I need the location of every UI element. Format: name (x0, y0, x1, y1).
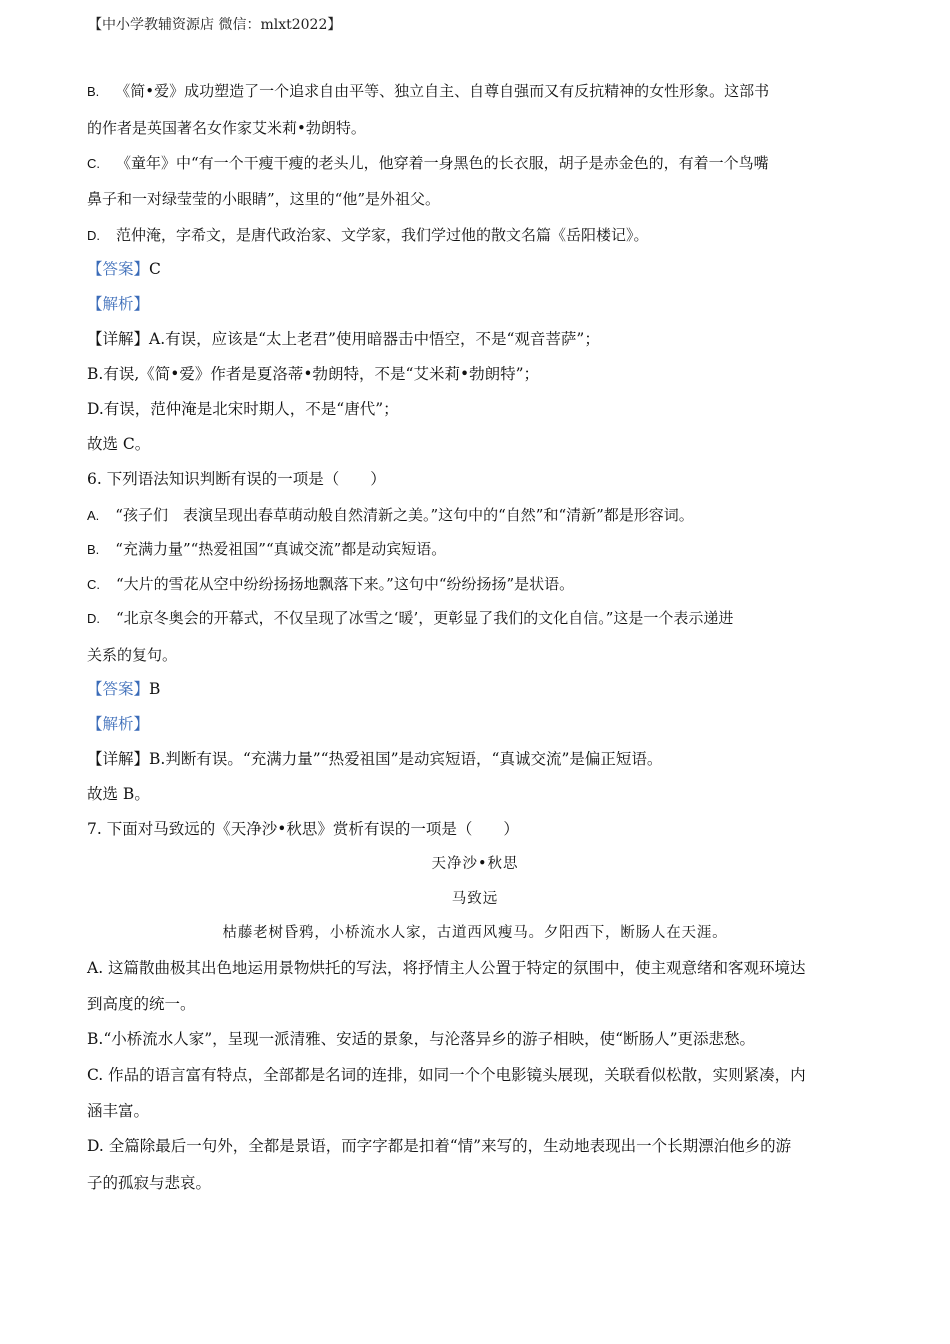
q6-conclusion: 故选 B。 (87, 785, 150, 803)
poem-author: 马致远 (451, 891, 499, 907)
q6-analysis-tag: 【解析】 (87, 715, 150, 733)
q5-detail-line1: 【详解】A.有误，应该是“太上老君”使用暗器击中悟空，不是“观音菩萨”； (87, 330, 600, 348)
q6-option-c: C. “大片的雪花从空中纷纷扬扬地飘落下来。”这句中“纷纷扬扬”是状语。 (87, 575, 575, 593)
q6-detail-line1: 【详解】B.判断有误。“充满力量”“热爱祖国”是动宾短语，“真诚交流”是偏正短语。 (87, 750, 663, 768)
q5-option-c-line1: C. 《童年》中“有一个干瘦干瘦的老头儿，他穿着一身黑色的长衣服，胡子是赤金色的，有着一个鸟嘴 (87, 154, 769, 172)
q6-option-d-line1: D. “北京冬奥会的开幕式，不仅呈现了冰雪之‘暖’，更彰显了我们的文化自信。”这是一个表示递进 (87, 609, 734, 627)
q5-analysis-tag: 【解析】 (87, 295, 150, 313)
q5-detail-line3: D.有误，范仲淹是北宋时期人，不是“唐代”； (87, 400, 399, 418)
q5-answer: 【答案】C (87, 260, 161, 278)
poem-title: 天净沙•秋思 (431, 856, 519, 872)
q7-option-d-line2: 子的孤寂与悲哀。 (87, 1174, 212, 1192)
q7-option-a-line2: 到高度的统一。 (87, 995, 196, 1013)
q7-option-c-line2: 涵丰富。 (87, 1102, 150, 1120)
q5-option-c-line2: 鼻子和一对绿莹莹的小眼睛”，这里的“他”是外祖父。 (87, 190, 441, 208)
q7-option-b-line1: B.“小桥流水人家”，呈现一派清雅、安适的景象，与沦落异乡的游子相映，使“断肠人”更添悲愁。 (87, 1030, 756, 1048)
q7-option-a-line1: A. 这篇散曲极其出色地运用景物烘托的写法，将抒情主人公置于特定的氛围中，使主观意绪和客观环境达 (87, 959, 806, 977)
q7-option-c-line1: C. 作品的语言富有特点，全部都是名词的连排，如同一个个电影镜头展现，关联看似松散，实则紧凑，内 (87, 1066, 806, 1084)
q5-option-b-line1: B. 《简•爱》成功塑造了一个追求自由平等、独立自主、自尊自强而又有反抗精神的女性形象。这部书 (87, 82, 770, 100)
q6-answer: 【答案】B (87, 680, 161, 698)
q5-detail-line2: B.有误,《简•爱》作者是夏洛蒂•勃朗特，不是“艾米莉•勃朗特”； (87, 365, 540, 383)
q7-option-d-line1: D. 全篇除最后一句外，全都是景语，而字字都是扣着“情”来写的，生动地表现出一个长期漂泊他乡的游 (87, 1137, 792, 1155)
q6-option-a: A. “孩子们 表演呈现出春草萌动般自然清新之美。”这句中的“自然”和“清新”都是形容词。 (87, 506, 694, 524)
q5-option-b-line2: 的作者是英国著名女作家艾米莉•勃朗特。 (87, 119, 366, 137)
q6-option-b: B. “充满力量”“热爱祖国”“真诚交流”都是动宾短语。 (87, 540, 447, 558)
q6-stem: 6. 下列语法知识判断有误的一项是（ ） (87, 470, 386, 488)
poem-text: 枯藤老树昏鸦，小桥流水人家，古道西风瘦马。夕阳西下，断肠人在天涯。 (222, 925, 728, 941)
page-header: 【中小学教辅资源店 微信：mlxt2022】 (88, 17, 342, 33)
q5-option-d-line1: D. 范仲淹，字希文，是唐代政治家、文学家，我们学过他的散文名篇《岳阳楼记》。 (87, 226, 649, 244)
q5-conclusion: 故选 C。 (87, 435, 151, 453)
q7-stem: 7. 下面对马致远的《天净沙•秋思》赏析有误的一项是（ ） (87, 820, 519, 838)
q6-option-d-line2: 关系的复句。 (87, 646, 178, 664)
